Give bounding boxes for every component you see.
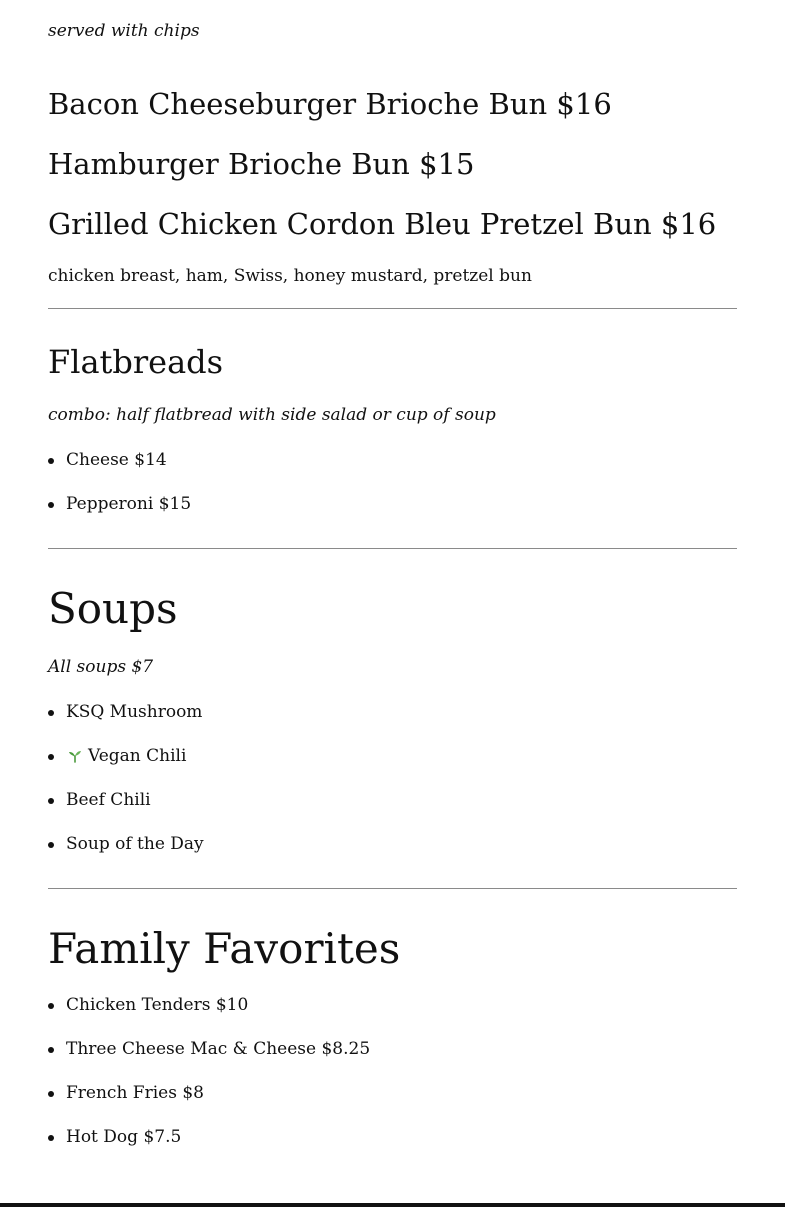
flatbreads-list (48, 448, 737, 536)
section-divider (48, 548, 737, 549)
soups-price-note: All soups $7 (48, 657, 154, 677)
sprout-icon (68, 746, 82, 770)
flatbreads-combo-note: combo: half flatbread with side salad or cup of soup (48, 405, 496, 425)
section-divider (48, 308, 737, 309)
footer-border (0, 1203, 785, 1207)
menu-item-hamburger: Hamburger Brioche Bun $15 (48, 147, 475, 181)
list-item: French Fries $8 (48, 1081, 737, 1105)
list-item: Pepperoni $15 (48, 492, 737, 516)
section-title-family-favorites: Family Favorites (48, 924, 401, 973)
list-item: Cheese $14 (48, 448, 737, 472)
menu-item-description: chicken breast, ham, Swiss, honey mustard, pretzel bun (48, 266, 532, 286)
list-item: Three Cheese Mac & Cheese $8.25 (48, 1037, 737, 1061)
list-item: Vegan Chili (48, 744, 737, 768)
list-item: Soup of the Day (48, 832, 737, 856)
list-item: Chicken Tenders $10 (48, 993, 737, 1017)
family-favorites-list (48, 993, 737, 1169)
list-item: Beef Chili (48, 788, 737, 812)
soups-list (48, 700, 737, 876)
served-with-note: served with chips (48, 21, 200, 41)
section-title-soups: Soups (48, 584, 178, 633)
section-divider (48, 888, 737, 889)
menu-item-cordon-bleu: Grilled Chicken Cordon Bleu Pretzel Bun $16 (48, 207, 717, 241)
list-item: KSQ Mushroom (48, 700, 737, 724)
menu-item-bacon-cheeseburger: Bacon Cheeseburger Brioche Bun $16 (48, 87, 612, 121)
section-title-flatbreads: Flatbreads (48, 343, 224, 381)
list-item: Hot Dog $7.5 (48, 1125, 737, 1149)
